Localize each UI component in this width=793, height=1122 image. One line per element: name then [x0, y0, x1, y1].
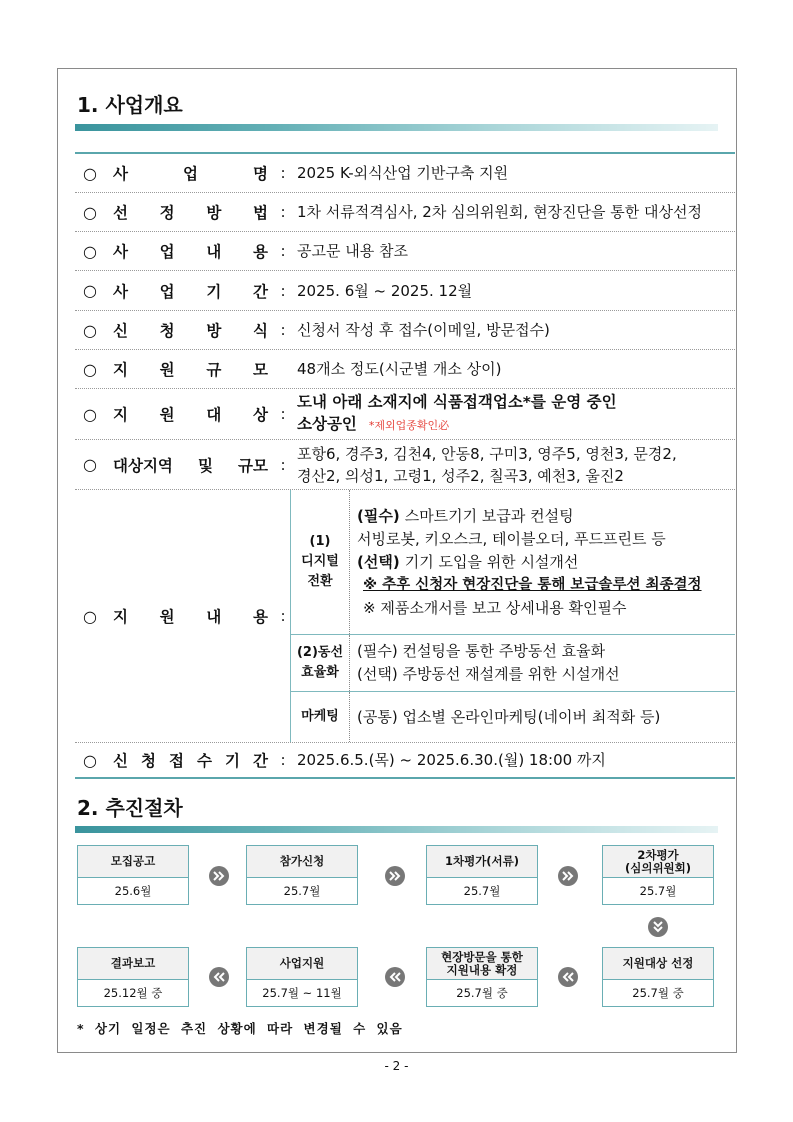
row-support-scale [75, 350, 735, 389]
step-title: 2차평가 (심의위원회) [603, 846, 713, 878]
procedure-step [246, 947, 358, 1007]
step-title: 1차평가(서류) [427, 846, 537, 878]
content-line [357, 505, 735, 528]
row-value-cell [290, 193, 735, 231]
procedure-step [426, 845, 538, 905]
row-value-line: 포항6, 경주3, 김천4, 안동8, 구미3, 영주5, 영천3, 문경2, [297, 444, 677, 463]
circle-bullet-icon: ○ [83, 281, 97, 300]
step-date: 25.7월 중 [456, 986, 508, 1000]
row-label-cell [75, 440, 290, 489]
row-label-cell [75, 271, 290, 310]
chevron-double-right-icon [557, 865, 579, 887]
circle-bullet-icon: ○ [83, 320, 97, 340]
procedure-step [246, 845, 358, 905]
row-value-line [297, 413, 735, 437]
subrow-content [350, 692, 735, 742]
content-line: (필수) 컨설팅을 통한 주방동선 효율화 [357, 642, 606, 660]
procedure-step [426, 947, 538, 1007]
row-value: 2025 K-외식산업 기반구축 지원 [297, 164, 509, 182]
procedure-step [77, 845, 189, 905]
procedure-step [77, 947, 189, 1007]
step-title: 현장방문을 통한 지원내용 확정 [427, 948, 537, 980]
circle-bullet-icon: ○ [83, 359, 97, 379]
row-label-cell [75, 743, 290, 777]
exclusion-note: *제외업종확인必 [368, 419, 450, 432]
row-application-period [75, 743, 735, 777]
subrow-label-line: (2)동선 [296, 645, 344, 660]
row-label-cell [75, 232, 290, 270]
row-value: 1차 서류적격심사, 2차 심의위원회, 현장진단을 통한 대상선정 [297, 203, 702, 221]
procedure-step [602, 947, 714, 1007]
content-line: (공통) 업소별 온라인마케팅(네이버 최적화 등) [357, 707, 661, 726]
row-label: 지 원 내 용 [113, 608, 268, 626]
content-text: 기기 도입을 위한 시설개선 [404, 552, 579, 571]
content-line [357, 551, 735, 574]
subrow-label-line: 효율화 [301, 665, 339, 680]
row-value: 48개소 정도(시군별 개소 상이) [297, 360, 502, 378]
step-title: 모집공고 [78, 846, 188, 878]
chevron-double-right-icon [208, 865, 230, 887]
support-content-subtable [290, 490, 735, 742]
content-text: 스마트기기 보급과 컨설팅 [404, 506, 574, 525]
chevron-double-left-icon [384, 966, 406, 988]
row-label: 대상지역 및 규모 [113, 456, 268, 475]
row-selection-method [75, 193, 735, 232]
row-label: 신 청 방 식 [113, 322, 268, 340]
row-value: 신청서 작성 후 접수(이메일, 방문접수) [297, 321, 550, 339]
row-label-cell [75, 350, 290, 388]
section-bar [75, 124, 718, 131]
product-brochure-note: ※ 제품소개서를 보고 상세내용 확인필수 [363, 598, 627, 617]
schedule-note: * 상기 일정은 추진 상황에 따라 변경될 수 있음 [77, 1021, 403, 1036]
step-title: 결과보고 [78, 948, 188, 980]
subrow-label-line: 디지털 [301, 554, 339, 569]
step-date: 25.7월 ~ 11월 [262, 986, 342, 1000]
row-label: 지 원 규 모 [113, 361, 268, 379]
row-project-period [75, 271, 735, 311]
section-title-procedure: 2. 추진절차 [77, 796, 183, 820]
row-value-cell [290, 311, 735, 349]
step-date: 25.7월 [283, 884, 321, 898]
subrow-flow-efficiency [291, 635, 735, 692]
row-label: 사 업 내 용 [113, 243, 268, 261]
colon: : [280, 751, 286, 769]
colon: : [280, 203, 286, 221]
final-decision-note: ※ 추후 신청자 현장진단을 통해 보급솔루션 최종결정 [363, 576, 702, 593]
circle-bullet-icon: ○ [83, 241, 97, 261]
colon: : [280, 455, 286, 474]
section-title-overview: 1. 사업개요 [77, 93, 183, 117]
row-value: 공고문 내용 참조 [297, 242, 408, 260]
subrow-label [291, 692, 350, 742]
row-label-cell [75, 490, 290, 742]
step-date: 25.12월 중 [103, 986, 163, 1000]
step-date: 25.7월 [463, 884, 501, 898]
row-value-cell [290, 440, 735, 489]
row-support-content [75, 490, 735, 743]
page-number: - 2 - [384, 1059, 409, 1073]
row-label: 선 정 방 법 [113, 204, 268, 222]
row-value-cell [290, 743, 735, 777]
chevron-double-down-icon [647, 916, 669, 938]
row-label-cell [75, 154, 290, 192]
row-label: 지 원 대 상 [113, 406, 268, 424]
step-title: 지원대상 선정 [603, 948, 713, 980]
row-value: 2025. 6월 ~ 2025. 12월 [297, 281, 473, 300]
chevron-double-right-icon [384, 865, 406, 887]
row-value-cell [290, 389, 735, 439]
circle-bullet-icon: ○ [83, 163, 97, 183]
overview-table [75, 152, 735, 779]
row-label: 신 청 접 수 기 간 [113, 752, 268, 770]
colon: : [280, 281, 286, 300]
step-date: 25.7월 중 [632, 986, 684, 1000]
circle-bullet-icon: ○ [83, 750, 97, 770]
circle-bullet-icon: ○ [83, 455, 97, 474]
row-project-content [75, 232, 735, 271]
subrow-label-line: (1) [309, 534, 331, 549]
step-title: 참가신청 [247, 846, 357, 878]
subrow-content [350, 490, 735, 634]
procedure-step [602, 845, 714, 905]
content-line: 서빙로봇, 키오스크, 테이블오더, 푸드프린트 등 [357, 529, 666, 548]
colon: : [280, 242, 286, 260]
row-label-cell [75, 389, 290, 439]
colon: : [280, 607, 286, 625]
row-label: 사 업 기 간 [113, 282, 268, 301]
subrow-content [350, 635, 735, 691]
row-value-cell [290, 271, 735, 310]
circle-bullet-icon: ○ [83, 202, 97, 222]
subrow-digital [291, 490, 735, 635]
subrow-label [291, 635, 350, 691]
step-title: 사업지원 [247, 948, 357, 980]
subrow-marketing [291, 692, 735, 742]
chevron-double-left-icon [208, 966, 230, 988]
row-label-cell [75, 193, 290, 231]
subrow-label-line: 마케팅 [301, 709, 339, 724]
row-label: 사 업 명 [113, 165, 268, 183]
colon: : [280, 164, 286, 182]
row-value-text: 소상공인 [297, 415, 357, 433]
row-value: 2025.6.5.(목) ~ 2025.6.30.(월) 18:00 까지 [297, 751, 606, 769]
row-label-cell [75, 311, 290, 349]
row-value-line: 도내 아래 소재지에 식품접객업소*를 운영 중인 [297, 393, 617, 411]
optional-tag: (선택) [357, 552, 400, 571]
colon: : [280, 321, 286, 339]
subrow-label [291, 490, 350, 634]
row-value-line: 경산2, 의성1, 고령1, 성주2, 칠곡3, 예천3, 울진2 [297, 466, 624, 485]
chevron-double-left-icon [557, 966, 579, 988]
row-application-method [75, 311, 735, 350]
row-target-region [75, 440, 735, 490]
section-bar [75, 826, 718, 833]
row-project-name [75, 154, 735, 193]
step-date: 25.7월 [639, 884, 677, 898]
colon: : [280, 405, 286, 423]
subrow-label-line: 전환 [307, 574, 333, 589]
circle-bullet-icon: ○ [83, 404, 97, 424]
required-tag: (필수) [357, 506, 400, 525]
row-support-target [75, 389, 735, 440]
circle-bullet-icon: ○ [83, 606, 97, 626]
row-value-cell [290, 154, 735, 192]
row-value-cell [290, 350, 735, 388]
step-date: 25.6월 [114, 884, 152, 898]
content-line: (선택) 주방동선 재설계를 위한 시설개선 [357, 665, 620, 683]
row-value-cell [290, 232, 735, 270]
